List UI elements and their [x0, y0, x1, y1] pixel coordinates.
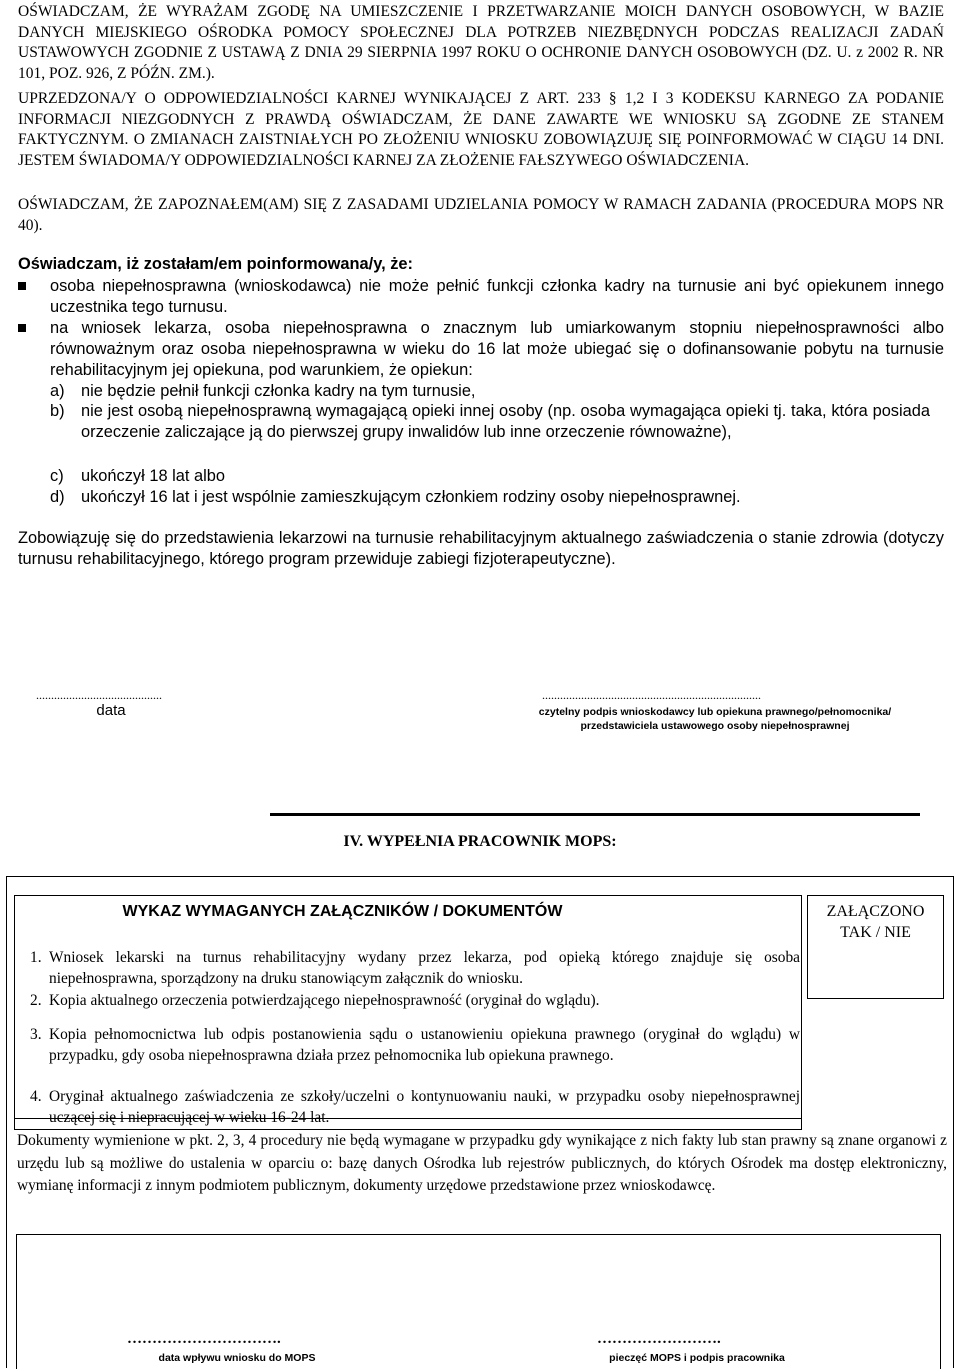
sub-item-text: nie jest osobą niepełnosprawną wymagającą opieki innej osoby (np. osoba wymagająca opieki tj. taka, która posiada orzeczenie zaliczające ją do pierwszej grupy inwalidów lub inne orzeczenie równoważne), — [81, 402, 930, 441]
attachment-number: 4. — [30, 1088, 42, 1105]
attached-header — [808, 901, 943, 943]
informed-heading: Oświadczam, iż zostałam/em poinformowana/y, że: — [18, 255, 413, 273]
square-bullet-icon — [18, 282, 26, 290]
attachments-note: Dokumenty wymienione w pkt. 2, 3, 4 procedury nie będą wymagane w przypadku gdy wynikające z nich fakty lub stan prawny są znane organowi z urzędu lub są możliwe do ustalenia w oparciu o: bazę danych Ośrodka lub rejestrów publicznych, do których Ośrodek ma dostęp elektroniczny, wymianę informacji z innym podmiotem publicznym, dokumenty urzędowe przedstawione przez wnioskodawcę. — [17, 1132, 947, 1194]
sub-item-label: d) — [50, 488, 65, 506]
attachment-number: 2. — [30, 992, 42, 1009]
receipt-date-dots: …………………………. — [127, 1331, 281, 1347]
sub-item-a — [50, 381, 930, 402]
bullet-item-1 — [18, 276, 944, 318]
attachment-number: 1. — [30, 949, 42, 966]
liability-declaration: UPRZEDZONA/Y O ODPOWIEDZIALNOŚCI KARNEJ WYNIKAJĄCEJ Z ART. 233 § 1,2 I 3 KODEKSU KARNEGO ZA PODANIE INFORMACJI NIEZGODNYCH Z PRAWDĄ OŚWIADCZAM, ŻE DANE ZAWARTE WE WNIOSKU SĄ ZGODNE ZE STANEM FAKTYCZNYM. O ZMIANACH ZAISTNIAŁYCH PO ZŁOŻENIU WNIOSKU ZOBOWIĄZUJĘ SIĘ POINFORMOWAĆ W CIĄGU 14 DNI. JESTEM ŚWIADOMA/Y ODPOWIEDZIALNOŚCI KARNEJ ZA ZŁOŻENIE FAŁSZYWEGO OŚWIADCZENIA. — [18, 90, 944, 169]
bullet-text-1: osoba niepełnosprawna (wnioskodawca) nie może pełnić funkcji członka kadry na turnusie ani być opiekunem innego uczestnika tego turnusu. — [50, 277, 944, 316]
section-title: IV. WYPEŁNIA PRACOWNIK MOPS: — [343, 833, 617, 850]
date-label: data — [96, 702, 126, 719]
square-bullet-icon — [18, 324, 26, 332]
attachment-row-2 — [21, 991, 800, 1012]
attachment-row-3 — [21, 1025, 800, 1066]
consent-declaration: OŚWIADCZAM, ŻE WYRAŻAM ZGODĘ NA UMIESZCZENIE I PRZETWARZANIE MOICH DANYCH OSOBOWYCH, W BAZIE DANYCH MIEJSKIEGO OŚRODKA POMOCY SPOŁECZNEJ DLA POTRZEB NIEZBĘDNYCH PODCZAS REALIZACJI ZADAŃ USTAWOWYCH ZGODNIE Z USTAWĄ Z DNIA 29 SIERPNIA 1997 ROKU O OCHRONIE DANYCH OSOBOWYCH (DZ. U. z 2002 R. NR 101, POZ. 926, Z PÓŹN. ZM.). — [18, 3, 944, 82]
sub-item-c — [50, 466, 930, 487]
attachment-text: Kopia aktualnego orzeczenia potwierdzającego niepełnosprawność (oryginał do wglądu). — [49, 992, 600, 1009]
sub-item-label: a) — [50, 382, 65, 400]
bullet-item-2 — [18, 318, 944, 381]
attachment-text: Oryginał aktualnego zaświadczenia ze szkoły/uczelni o kontynuowaniu nauki, w przypadku osoby niepełnosprawnej uczącej się i niepracującej w wieku 16-24 lat. — [49, 1088, 800, 1126]
sub-item-text: ukończył 16 lat i jest wspólnie zamieszkującym członkiem rodziny osoby niepełnosprawnej. — [81, 488, 741, 506]
attached-header-line-1: ZAŁĄCZONO — [826, 903, 925, 920]
sub-item-d — [50, 487, 930, 508]
attachment-number: 3. — [30, 1026, 42, 1043]
attached-header-line-2: TAK / NIE — [840, 924, 911, 941]
mops-outer-frame — [6, 876, 954, 1368]
attachment-text: Wniosek lekarski na turnus rehabilitacyjny wydany przez lekarza, pod opieką którego znajduje się osoba niepełnosprawna, sporządzony na druku stanowiącym załącznik do wniosku. — [49, 949, 800, 987]
signature-label — [500, 705, 930, 733]
attachment-row-4 — [21, 1087, 800, 1128]
attached-checkbox-column[interactable] — [807, 895, 944, 999]
attachments-title: WYKAZ WYMAGANYCH ZAŁĄCZNIKÓW / DOKUMENTÓW — [122, 903, 563, 920]
attachment-row-1 — [21, 948, 800, 989]
sub-item-text: ukończył 18 lat albo — [81, 467, 225, 485]
staff-signature-box — [16, 1234, 941, 1369]
sub-item-b — [50, 401, 930, 443]
signature-label-line-2: przedstawiciela ustawowego osoby niepełnosprawnej — [580, 720, 850, 732]
stamp-dots: ……………………. — [597, 1331, 721, 1347]
section-divider — [270, 813, 920, 816]
signature-label-line-1: czytelny podpis wnioskodawcy lub opiekuna prawnego/pełnomocnika/ — [538, 706, 892, 718]
sub-item-label: b) — [50, 402, 65, 420]
bullet-text-2: na wniosek lekarza, osoba niepełnosprawna o znacznym lub umiarkowanym stopniu niepełnosprawności albo równoważnym oraz osoba niepełnosprawna w wieku do 16 lat może ubiegać się o dofinansowanie pobytu na turnusie rehabilitacyjnym jej opiekuna, pod warunkiem, że opiekun: — [50, 319, 944, 379]
sub-item-text: nie będzie pełnił funkcji członka kadry na tym turnusie, — [81, 382, 476, 400]
commitment-text: Zobowiązuję się do przedstawienia lekarzowi na turnusie rehabilitacyjnym aktualnego zaświadczenia o stanie zdrowia (dotyczy turnusu rehabilitacyjnego, którego program przewiduje zabiegi fizjoterapeutyczne). — [18, 529, 944, 568]
attachment-text: Kopia pełnomocnictwa lub odpis postanowienia sądu o ustanowieniu opiekuna prawnego (oryginał do wglądu) w przypadku, gdy osoba niepełnosprawna działa przez pełnomocnika lub opiekuna prawnego. — [49, 1026, 800, 1064]
sub-item-label: c) — [50, 467, 64, 485]
signature-dots: ......................................................................... — [542, 688, 761, 702]
stamp-signature-label: pieczęć MOPS i podpis pracownika — [609, 1352, 785, 1364]
date-dots: .......................................... — [36, 688, 162, 702]
rules-declaration: OŚWIADCZAM, ŻE ZAPOZNAŁEM(AM) SIĘ Z ZASADAMI UDZIELANIA POMOCY W RAMACH ZADANIA (PROCEDURA MOPS NR 40). — [18, 196, 944, 234]
receipt-date-label: data wpływu wniosku do MOPS — [158, 1352, 316, 1364]
